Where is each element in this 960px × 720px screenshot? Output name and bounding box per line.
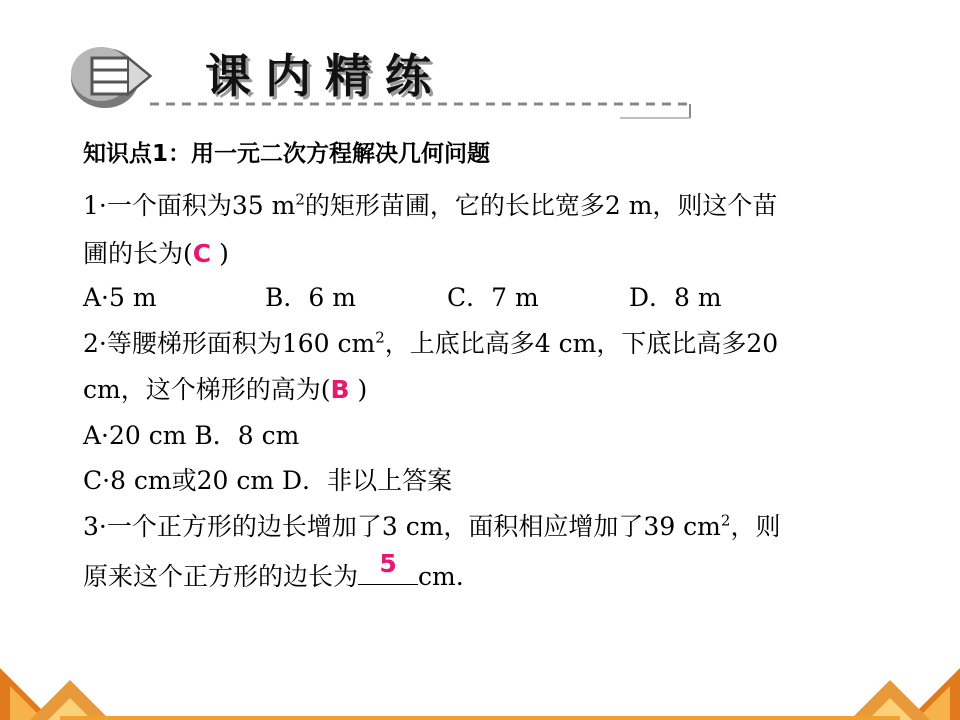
section-heading: 知识点1：用一元二次方程解决几何问题 [83,141,491,167]
page-title: 课内精练 [205,49,445,103]
footer-decoration [0,660,960,720]
q1-answer: C [192,239,212,268]
section-header [0,0,960,130]
q2-line1: 2·等腰梯形面积为160 $cm^2$，上底比高多4 cm，下底比高多20 [83,328,779,358]
footer-triangles [0,660,960,720]
q2-line2: cm，这个梯形的高为(B ) [83,375,368,404]
q1-options [83,282,722,314]
option-a: A·5 m [83,283,157,312]
q3-line2: 原来这个正方形的边长为 5 cm. [83,549,464,591]
q1-line1: 1·一个面积为35 $m^2$的矩形苗圃，它的长比宽多2 m，则这个苗 [83,190,778,220]
q3-line1: 3·一个正方形的边长增加了3 cm，面积相应增加了39 $cm^2$，则 [83,511,781,541]
q2-options-1: A·20 cm B．8 cm [83,421,300,450]
q3-answer: 5 [379,549,397,578]
q2-answer: B [330,375,350,404]
q1-line2: 圃的长为(C ) [83,239,229,268]
q3-answer-blank [358,549,418,585]
q2-options-2: C·8 cm或20 cm D．非以上答案 [83,466,453,495]
option-c: C．7 m [447,283,539,312]
option-b: B．6 m [265,283,356,312]
option-d: D．8 m [629,283,722,312]
pencil-icon [0,0,960,130]
